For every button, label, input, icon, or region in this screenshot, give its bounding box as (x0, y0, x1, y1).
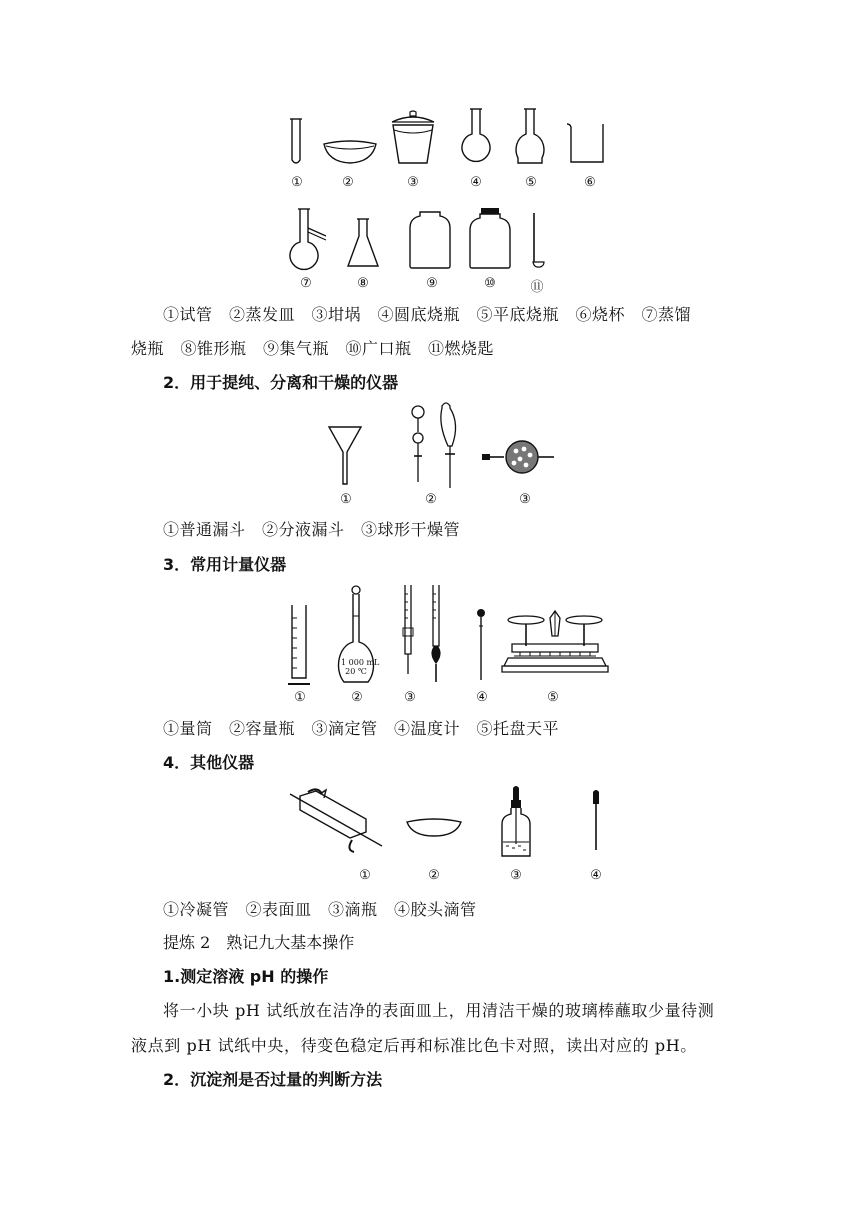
graduated-cylinder-icon (288, 604, 310, 686)
flat-bottom-flask-icon (514, 108, 546, 166)
round-bottom-flask-icon (460, 108, 492, 166)
crucible-icon (388, 110, 438, 166)
section-3-heading: 3．常用计量仪器 (163, 555, 287, 574)
caption-2: ①普通漏斗 ②分液漏斗 ③球形干燥管 (163, 520, 461, 539)
drying-tube-icon (480, 438, 556, 476)
thermometer-icon (474, 608, 488, 684)
combustion-spoon-icon (528, 212, 548, 270)
section-2-heading: 2．用于提纯、分离和干燥的仪器 (163, 373, 399, 392)
watch-glass-icon (406, 818, 462, 838)
gas-jar-icon (408, 210, 452, 270)
row1-label-4: ④ (470, 175, 482, 190)
section-3-label-1: ① (294, 690, 306, 705)
conical-flask-icon (346, 218, 380, 268)
rubber-dropper-icon (588, 790, 604, 852)
refine-2-paragraph-line-1: 将一小块 pH 试纸放在洁净的表面皿上，用清洁干燥的玻璃棒蘸取少量待测 (163, 1001, 715, 1020)
row1-label-5: ⑤ (525, 175, 537, 190)
distillation-flask-icon (290, 208, 330, 272)
caption-3: ①量筒 ②容量瓶 ③滴定管 ④温度计 ⑤托盘天平 (163, 719, 560, 738)
balance-icon (500, 610, 610, 686)
section-3-label-3: ③ (404, 690, 416, 705)
row1-label-6: ⑥ (584, 175, 596, 190)
section-3-label-2: ② (351, 690, 363, 705)
row2-label-7: ⑦ (300, 276, 312, 291)
test-tube-icon (288, 118, 304, 166)
section-4-label-1: ① (359, 868, 371, 883)
row2-label-10: ⑩ (484, 276, 496, 291)
section-2-label-1: ① (340, 492, 352, 507)
refine-2-subheading-1: 1.测定溶液 pH 的操作 (163, 967, 329, 986)
caption-4: ①冷凝管 ②表面皿 ③滴瓶 ④胶头滴管 (163, 900, 477, 919)
row1-label-2: ② (342, 175, 354, 190)
condenser-icon (288, 788, 386, 854)
dropper-bottle-icon (500, 786, 532, 858)
row2-label-8: ⑧ (357, 276, 369, 291)
row1-label-3: ③ (407, 175, 419, 190)
section-4-label-4: ④ (590, 868, 602, 883)
section-2-label-2: ② (425, 492, 437, 507)
row2-label-9: ⑨ (426, 276, 438, 291)
section-3-label-4: ④ (476, 690, 488, 705)
refine-2-paragraph-line-2: 液点到 pH 试纸中央，待变色稳定后再和标准比色卡对照，读出对应的 pH。 (131, 1036, 697, 1055)
section-2-label-3: ③ (519, 492, 531, 507)
row1-label-1: ① (291, 175, 303, 190)
burette-icon (398, 584, 452, 684)
section-4-label-3: ③ (510, 868, 522, 883)
separatory-funnel-icon (404, 402, 466, 490)
section-4-label-2: ② (428, 868, 440, 883)
beaker-icon (566, 122, 608, 164)
caption-1-line-2: 烧瓶 ⑧锥形瓶 ⑨集气瓶 ⑩广口瓶 ⑪燃烧匙 (131, 339, 495, 358)
evaporating-dish-icon (322, 138, 378, 166)
row2-label-11: ⑪ (530, 280, 544, 295)
refine-2-subheading-2: 2．沉淀剂是否过量的判断方法 (163, 1070, 383, 1089)
wide-mouth-bottle-icon (468, 206, 512, 270)
volumetric-flask-text-2: 20 ℃ (345, 667, 367, 676)
section-3-label-5: ⑤ (547, 690, 559, 705)
volumetric-flask-text-1: 1 000 mL (341, 658, 380, 667)
funnel-icon (328, 426, 362, 486)
section-4-heading: 4．其他仪器 (163, 753, 255, 772)
caption-1-line-1: ①试管 ②蒸发皿 ③坩埚 ④圆底烧瓶 ⑤平底烧瓶 ⑥烧杯 ⑦蒸馏 (163, 305, 692, 324)
refine-2-heading: 提炼 2 熟记九大基本操作 (163, 933, 355, 952)
